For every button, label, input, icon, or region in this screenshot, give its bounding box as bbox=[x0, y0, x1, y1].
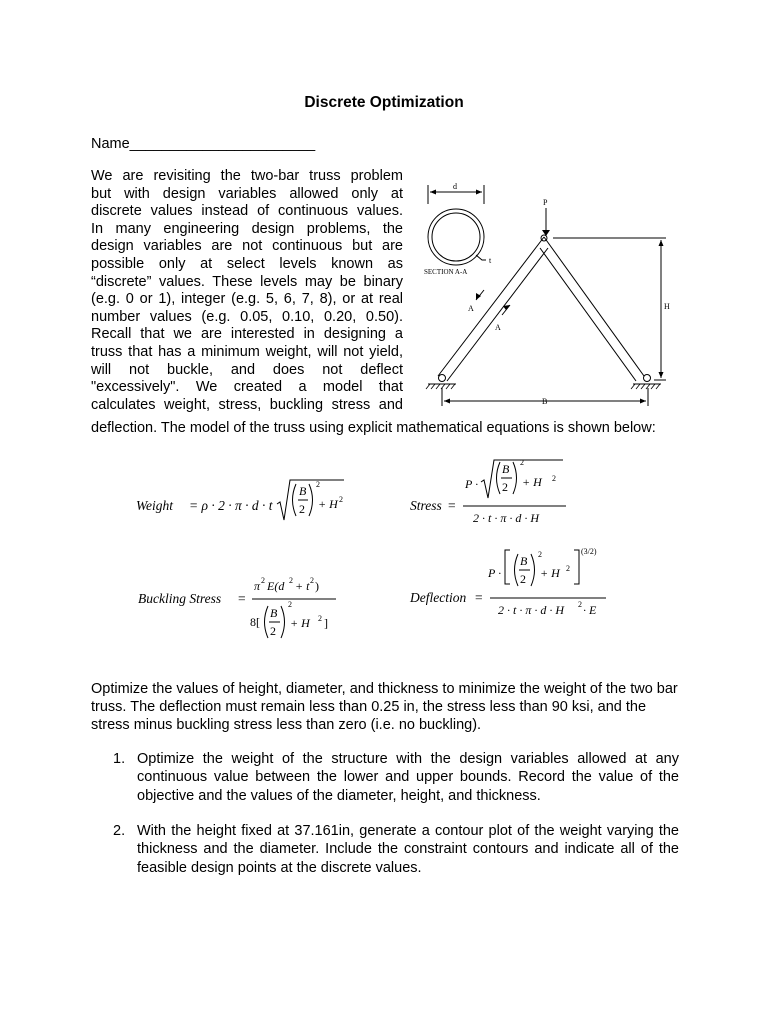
section-label: SECTION A-A bbox=[424, 268, 468, 276]
svg-text:π: π bbox=[254, 579, 261, 593]
t-label: t bbox=[489, 256, 492, 265]
svg-text:P ·: P · bbox=[488, 566, 502, 580]
svg-text:2: 2 bbox=[299, 502, 305, 516]
right-member bbox=[544, 237, 644, 376]
intro-line: number values (e.g. 0.05, 0.10, 0.20, 0.50). bbox=[91, 308, 403, 325]
buckling-equation bbox=[136, 574, 346, 650]
svg-text:2: 2 bbox=[318, 614, 322, 623]
list-item-text: With the height fixed at 37.161in, generate a contour plot of the weight varying the thickness and the diameter. Include the constraint contours and indicate all of the feasible design points at the discrete values. bbox=[137, 823, 679, 876]
svg-text:2: 2 bbox=[552, 474, 556, 483]
h-label: H bbox=[664, 302, 670, 311]
list-item-number: 1. bbox=[113, 751, 126, 767]
list-item-text: Optimize the weight of the structure with the design variables allowed at any continuous value between the lower and upper bounds. Record the value of the objective and the values of the diameter, height, and thickness. bbox=[137, 751, 679, 804]
svg-text:]: ] bbox=[324, 616, 328, 630]
svg-text:2: 2 bbox=[270, 624, 276, 638]
svg-text:2: 2 bbox=[339, 495, 343, 504]
svg-text:B: B bbox=[520, 554, 528, 568]
svg-text:B: B bbox=[270, 606, 278, 620]
svg-text:2: 2 bbox=[261, 576, 265, 585]
svg-text:+ t: + t bbox=[295, 579, 310, 593]
svg-text:+ H: + H bbox=[540, 566, 560, 580]
left-pin bbox=[439, 375, 446, 382]
deflection-label: Deflection bbox=[410, 590, 467, 605]
svg-text:= ρ · 2 · π · d · t: = ρ · 2 · π · d · t bbox=[189, 498, 273, 513]
intro-line: truss that has a minimum weight, will not yield, bbox=[91, 343, 403, 360]
svg-text:2: 2 bbox=[288, 600, 292, 609]
intro-line: In many engineering design problems, the bbox=[91, 220, 403, 237]
svg-text:B: B bbox=[299, 484, 307, 498]
svg-text:2: 2 bbox=[520, 572, 526, 586]
name-field-label: Name_______________________ bbox=[91, 136, 316, 152]
intro-line: but with design variables allowed only at bbox=[91, 185, 403, 202]
truss-figure bbox=[410, 180, 690, 412]
svg-text:): ) bbox=[315, 579, 319, 593]
svg-text:=: = bbox=[475, 590, 483, 605]
stress-equation bbox=[408, 456, 568, 526]
intro-paragraph bbox=[91, 168, 403, 414]
svg-text:2: 2 bbox=[289, 576, 293, 585]
svg-text:P ·: P · bbox=[465, 477, 479, 491]
svg-text:2: 2 bbox=[578, 600, 582, 609]
right-pin bbox=[644, 375, 651, 382]
intro-line: “discrete” values. These levels may be binary bbox=[91, 273, 403, 290]
b-label: B bbox=[542, 397, 548, 406]
p-label: P bbox=[543, 198, 548, 207]
a-label-lower: A bbox=[495, 323, 501, 332]
intro-line: We are revisiting the two-bar truss problem bbox=[91, 168, 403, 184]
svg-text:B: B bbox=[502, 462, 510, 476]
intro-line: discrete values instead of continuous values. bbox=[91, 203, 403, 220]
intro-line: "excessively". We created a model that bbox=[91, 379, 403, 396]
problem-statement: Optimize the values of height, diameter, and thickness to minimize the weight of the two bar truss. The deflection must remain less than 0.25 in, the stress less than 90 ksi, and the stress minus buckling stress less than zero (i.e. no buckling). bbox=[91, 681, 678, 733]
buckling-label: Buckling Stress bbox=[138, 591, 222, 606]
page-title: Discrete Optimization bbox=[304, 94, 464, 111]
svg-text:2: 2 bbox=[538, 550, 542, 559]
intro-line: calculates weight, stress, buckling stress and bbox=[91, 396, 403, 413]
right-member-edge bbox=[540, 248, 636, 381]
a-label-upper: A bbox=[468, 304, 474, 313]
deflection-equation bbox=[408, 544, 618, 622]
svg-text:2: 2 bbox=[520, 458, 524, 467]
d-label: d bbox=[453, 182, 457, 191]
intro-line: design variables are not continuous but are bbox=[91, 238, 403, 255]
svg-text:2 · t · π · d · H: 2 · t · π · d · H bbox=[473, 511, 540, 525]
svg-text:2: 2 bbox=[502, 480, 508, 494]
apex-pin bbox=[541, 235, 547, 241]
tube-outer-circle bbox=[428, 209, 484, 265]
list-item-number: 2. bbox=[113, 823, 126, 839]
svg-text:2: 2 bbox=[310, 576, 314, 585]
t-leader bbox=[476, 255, 486, 260]
svg-text:8[: 8[ bbox=[250, 615, 260, 629]
svg-text:E(d: E(d bbox=[267, 579, 285, 593]
svg-text:2: 2 bbox=[316, 480, 320, 489]
svg-text:+ H: + H bbox=[290, 616, 310, 630]
weight-label: Weight bbox=[136, 498, 173, 513]
svg-text:(3/2): (3/2) bbox=[581, 547, 597, 556]
intro-line: will not buckle, and does not deflect bbox=[91, 361, 403, 378]
svg-text:· E: · E bbox=[583, 603, 597, 617]
svg-text:+ H: + H bbox=[522, 475, 542, 489]
intro-line: (e.g. 0 or 1), integer (e.g. 5, 6, 7, 8), or at real bbox=[91, 291, 403, 308]
intro-line: possible only at select levels known as bbox=[91, 255, 403, 272]
tube-inner-circle bbox=[432, 213, 480, 261]
stress-label: Stress bbox=[410, 498, 442, 513]
svg-text:+ H: + H bbox=[318, 497, 338, 511]
intro-tail: deflection. The model of the truss using explicit mathematical equations is shown below: bbox=[91, 420, 656, 436]
weight-equation bbox=[134, 470, 354, 532]
intro-line: Recall that we are interested in designing a bbox=[91, 326, 403, 343]
svg-text:=: = bbox=[238, 591, 246, 606]
svg-text:=: = bbox=[448, 498, 456, 513]
svg-text:2: 2 bbox=[566, 564, 570, 573]
svg-text:2 · t · π · d · H: 2 · t · π · d · H bbox=[498, 603, 565, 617]
